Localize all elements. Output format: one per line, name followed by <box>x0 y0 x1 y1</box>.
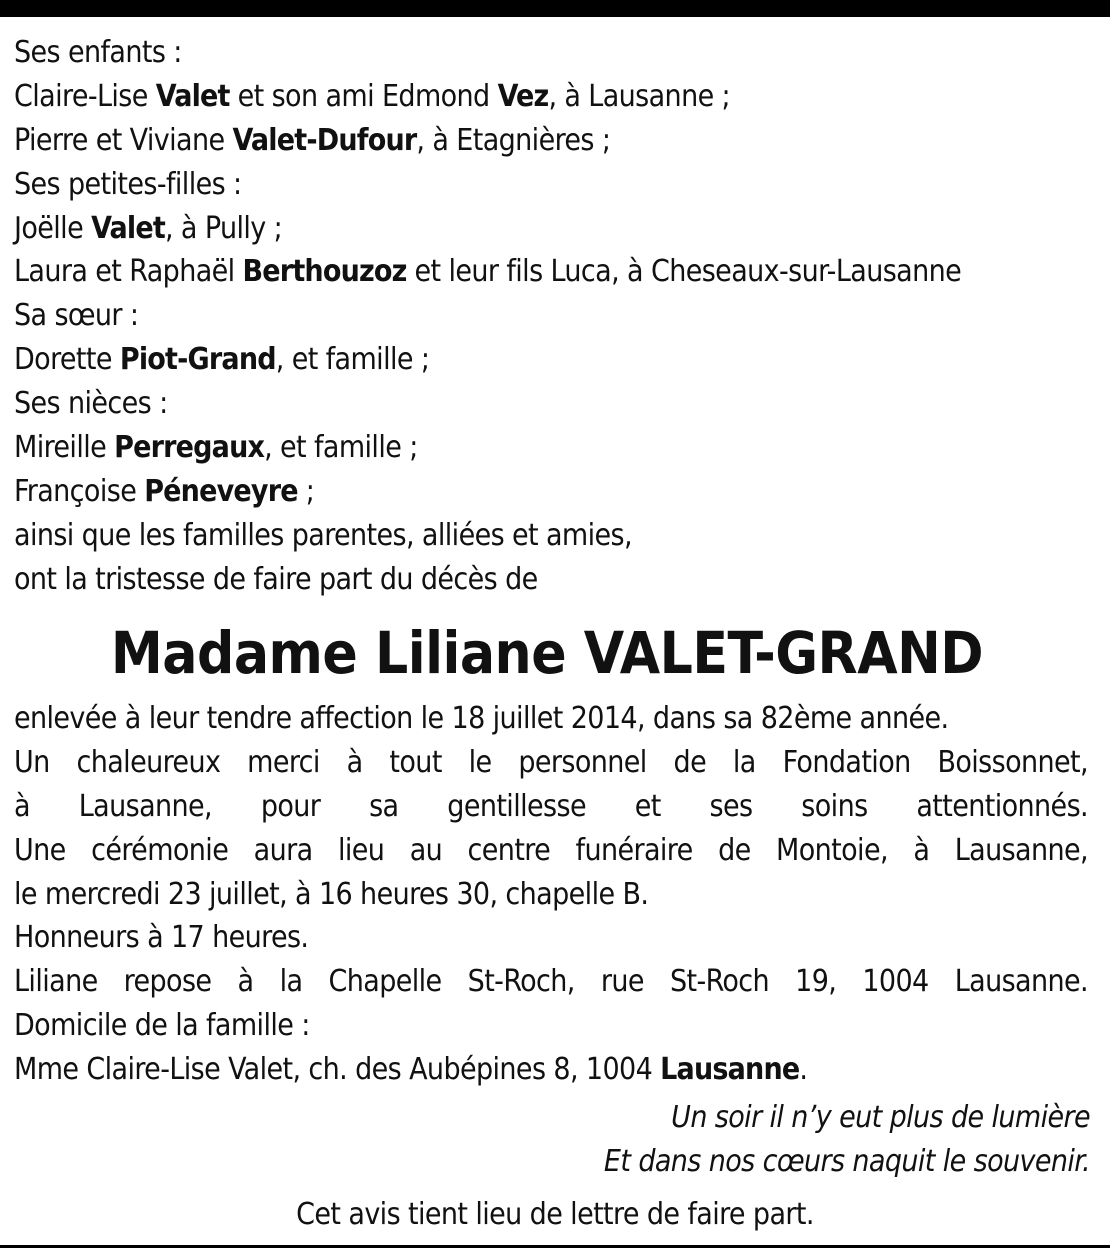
address-line: Mme Claire-Lise Valet, ch. des Aubépines 8, 1004 Lausanne. <box>14 1052 808 1088</box>
family-line: Laura et Raphaël Berthouzoz et leur fils Luca, à Cheseaux-sur-Lausanne <box>14 254 962 290</box>
detail-line: enlevée à leur tendre affection le 18 juillet 2014, dans sa 82ème année. <box>14 701 949 736</box>
detail-line: Liliane repose à la Chapelle St-Roch, rue St-Roch 19, 1004 Lausanne. <box>14 964 1088 1000</box>
family-line: Mireille Perregaux, et famille ; <box>14 430 418 466</box>
top-rule <box>0 0 1110 17</box>
nieces-label: Ses nièces : <box>14 386 168 422</box>
family-line: Françoise Péneveyre ; <box>14 473 315 509</box>
detail-line: Honneurs à 17 heures. <box>14 920 309 956</box>
family-list <box>14 31 1088 602</box>
announce-line: ont la tristesse de faire part du décès de <box>14 561 538 597</box>
family-line: Claire-Lise Valet et son ami Edmond Vez, à Lausanne ; <box>14 78 731 114</box>
details-block <box>14 697 1088 1092</box>
footer-note <box>0 1193 1110 1237</box>
children-label: Ses enfants : <box>14 35 182 70</box>
bottom-rule <box>0 1245 1110 1248</box>
footer-line: Cet avis tient lieu de lettre de faire part. <box>296 1197 814 1232</box>
detail-line: Une cérémonie aura lieu au centre funéraire de Montoie, à Lausanne, <box>14 832 1088 868</box>
poem-line: Et dans nos cœurs naquit le souvenir. <box>603 1143 1090 1179</box>
family-line: Pierre et Viviane Valet-Dufour, à Etagnières ; <box>14 122 611 158</box>
granddaughters-label: Ses petites-filles : <box>14 166 242 202</box>
detail-line: à Lausanne, pour sa gentillesse et ses soins attentionnés. <box>14 788 1088 824</box>
others-line: ainsi que les familles parentes, alliées et amies, <box>14 517 632 553</box>
family-line: Dorette Piot-Grand, et famille ; <box>14 342 430 378</box>
deceased-name: Madame Liliane VALET-GRAND <box>110 619 984 687</box>
poem-line: Un soir il n’y eut plus de lumière <box>671 1100 1090 1135</box>
detail-line: Domicile de la famille : <box>14 1008 310 1044</box>
family-line: Joëlle Valet, à Pully ; <box>14 210 283 246</box>
poem <box>604 1096 1090 1184</box>
sister-label: Sa sœur : <box>14 298 139 334</box>
detail-line: Un chaleureux merci à tout le personnel de la Fondation Boissonnet, <box>14 744 1088 780</box>
detail-line: le mercredi 23 juillet, à 16 heures 30, chapelle B. <box>14 876 649 912</box>
